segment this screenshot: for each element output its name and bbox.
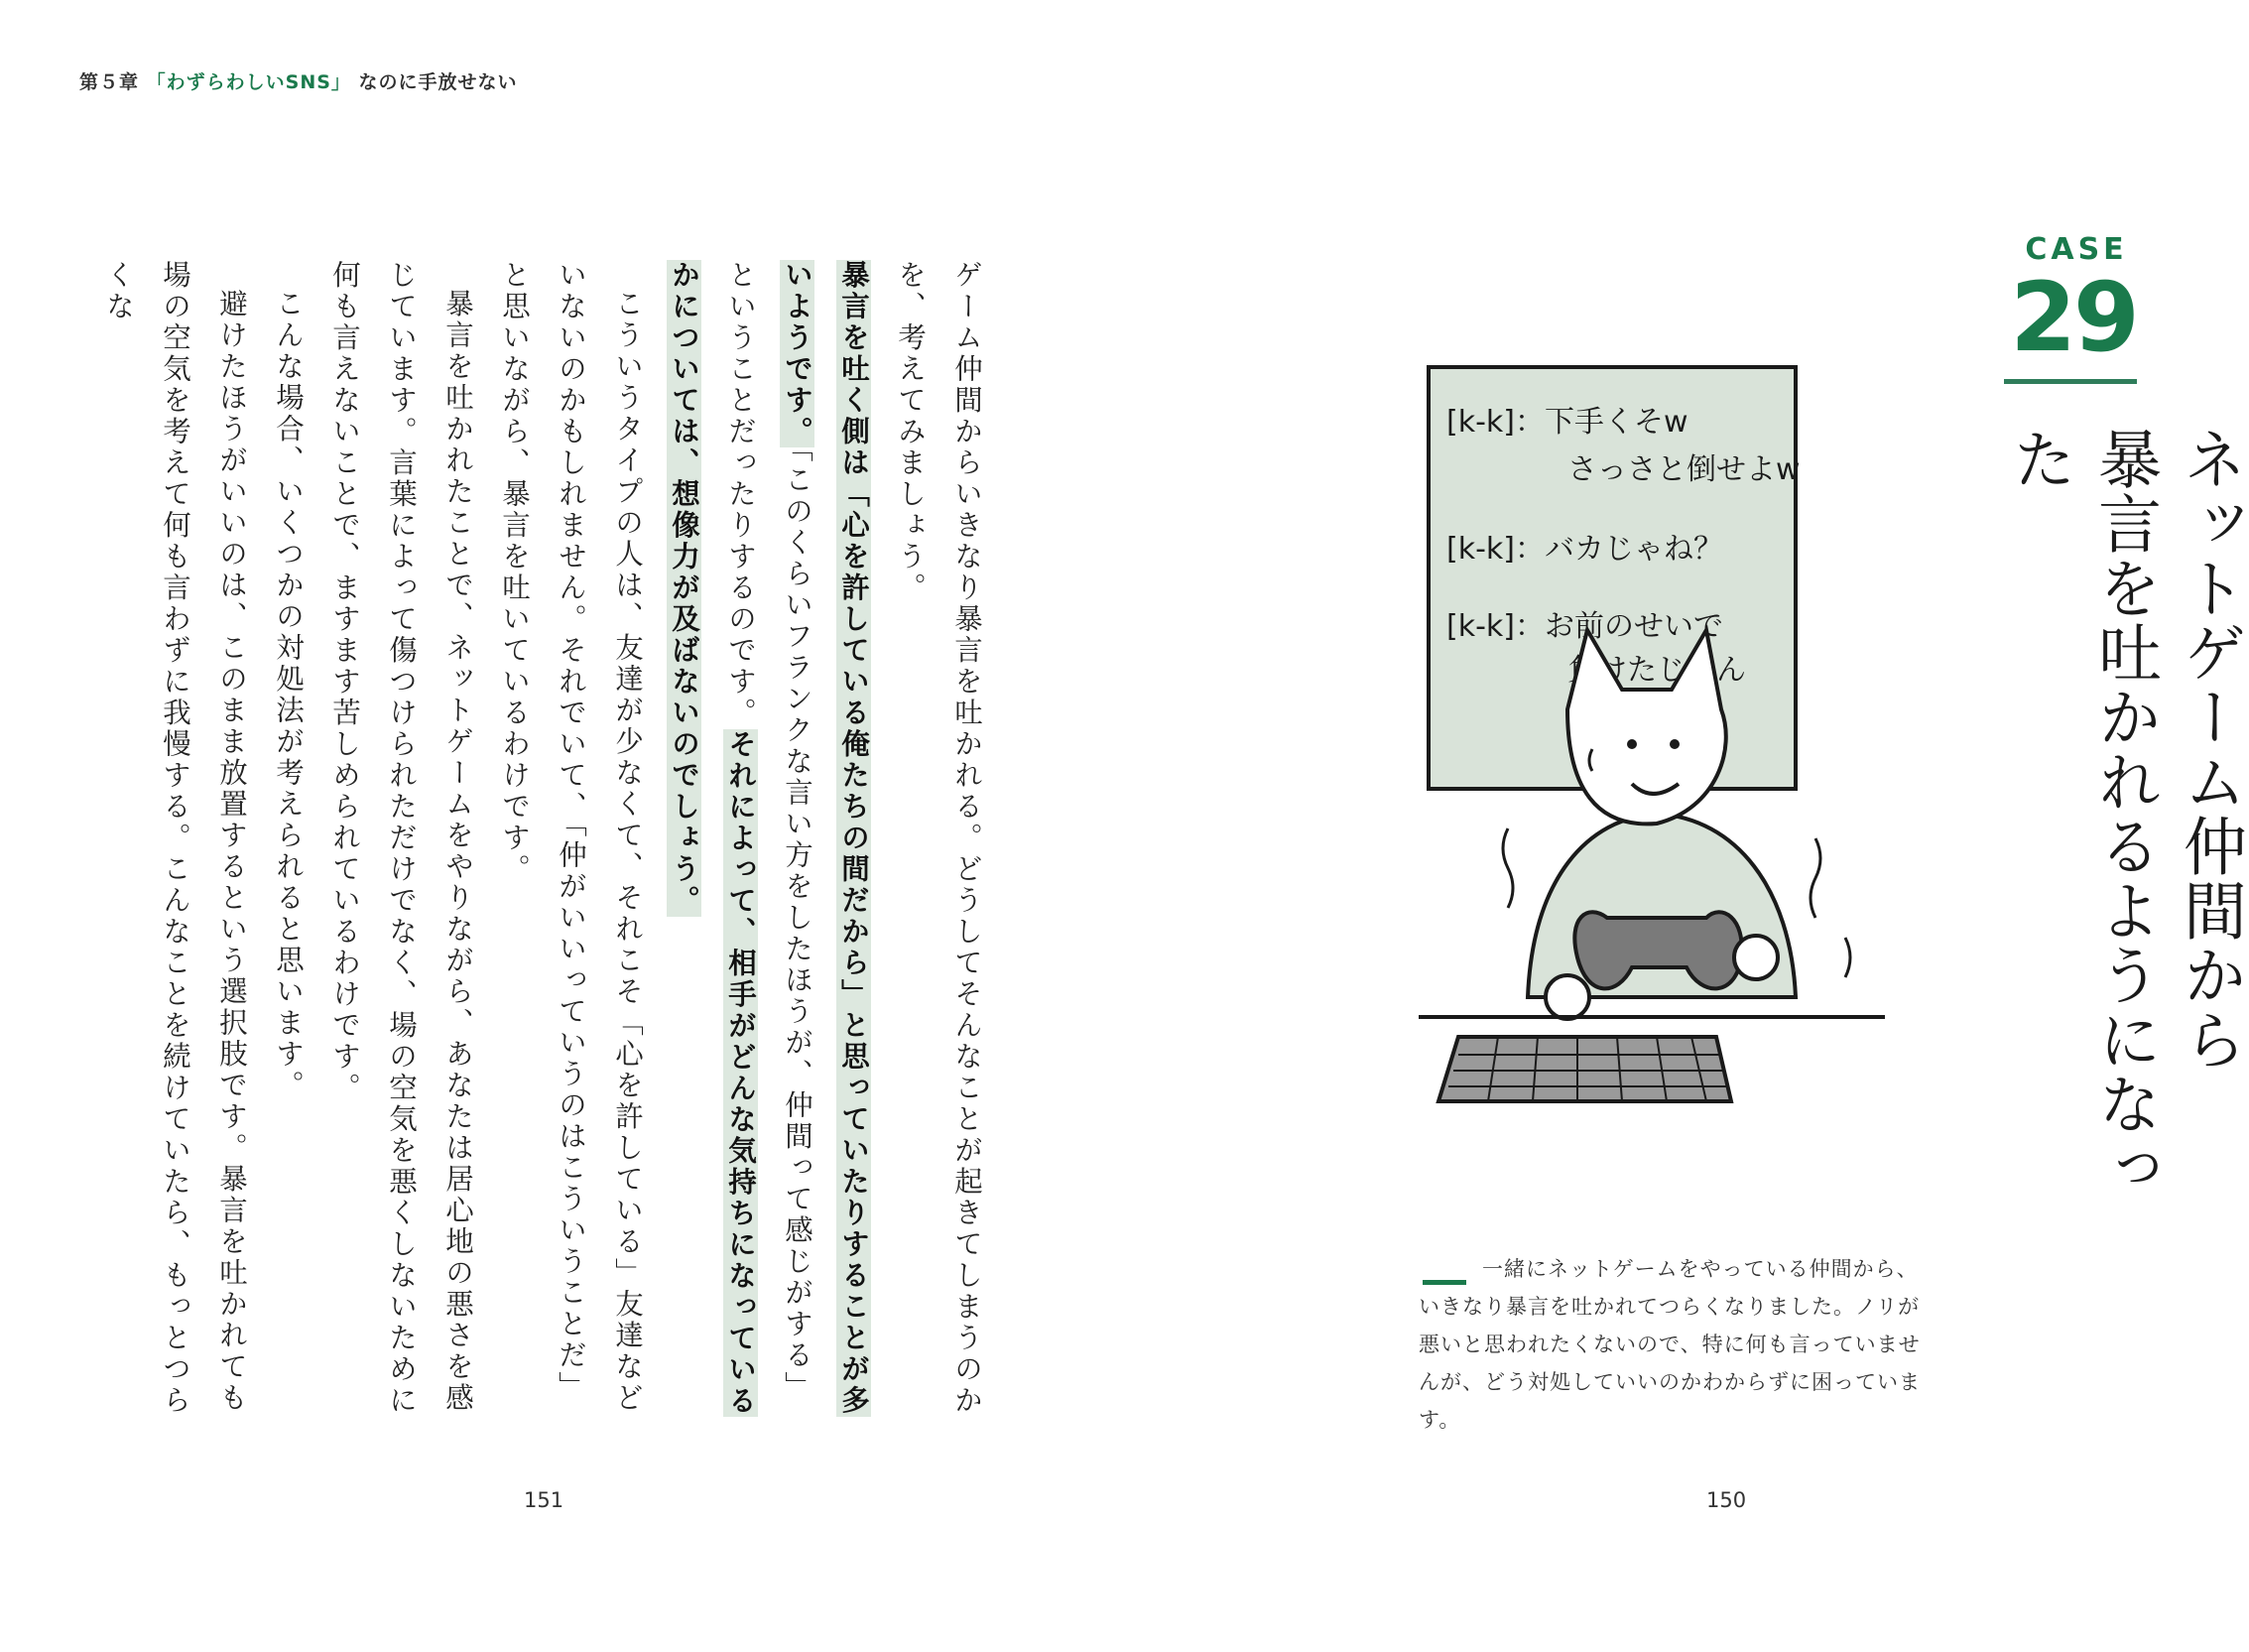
paragraph-1: ゲーム仲間からいきなり暴言を吐かれる。どうしてそんなことが起きてしまうのかを、考えてみましょう。 bbox=[894, 260, 983, 1417]
paragraph-5: こんな場合、いくつかの対処法が考えられると思います。 bbox=[272, 288, 305, 1101]
running-head bbox=[79, 67, 518, 94]
paragraph-2-text: 「このくらいフランクな言い方をしたほうが、仲間って感じがする」ということだったりするのです。 bbox=[724, 260, 813, 1403]
paragraph-4: 暴言を吐かれたことで、ネットゲームをやりながら、あなたは居心地の悪さを感じています。言葉によって傷つけられただけでなく、場の空気を悪くしないために何も言えないことで、ますます苦しめられているわけです。 bbox=[328, 260, 474, 1417]
chat-line-3: [k-k]：バカじゃね？ bbox=[1446, 532, 1723, 567]
paragraph-3: こういうタイプの人は、友達が少なくて、それこそ「心を許している」友達などいないのかもしれません。それでいて、「仲がいいっていうのはこういうことだ」と思いながら、暴言を吐いているわけです。 bbox=[498, 260, 644, 1414]
chapter-number: 第５章 bbox=[79, 71, 140, 93]
case-divider bbox=[2004, 379, 2137, 384]
case-label: CASE bbox=[2025, 232, 2128, 267]
case-caption: 一緒にネットゲームをやっている仲間から、いきなり暴言を吐かれてつらくなりました。ノリが悪いと思われたくないので、特に何も言っていませんが、どう対処していいのかわからずに困っています。 bbox=[1419, 1257, 1921, 1432]
chat-line-2: さっさと倒せよw bbox=[1567, 452, 1801, 487]
chat-line-1: [k-k]：下手くそw bbox=[1446, 405, 1688, 440]
chapter-title-suffix: なのに手放せない bbox=[358, 71, 518, 93]
chat-line-5: 負けたじゃん bbox=[1567, 653, 1746, 688]
page-number-right: 150 bbox=[1706, 1488, 1747, 1512]
case-title bbox=[1996, 427, 2249, 1220]
paragraph-2 bbox=[656, 260, 882, 1431]
chapter-title-highlight: 「わずらわしいSNS」 bbox=[146, 71, 351, 93]
paragraph-6: 避けたほうがいいのは、このまま放置するという選択肢です。暴言を吐かれても場の空気を考えて何も言わずに我慢する。こんなことを続けていたら、もっとつらくな bbox=[102, 260, 248, 1417]
case-title-line-1: ネットゲーム仲間から bbox=[2173, 427, 2246, 1072]
wolf-gamer-illustration bbox=[1419, 362, 1885, 1116]
highlight-1: 暴言を吐く側は「心を許している俺たちの間だから」と思っていたりすることが多いようです。 bbox=[781, 260, 870, 1417]
case-number: 29 bbox=[2010, 262, 2137, 373]
page-number-left: 151 bbox=[524, 1488, 564, 1512]
chat-line-4: [k-k]：お前のせいで bbox=[1446, 609, 1723, 644]
highlight-2: それによって、相手がどんな気持ちになっているかについては、想像力が及ばないのでしょう。 bbox=[668, 260, 757, 1417]
left-page bbox=[0, 0, 1124, 1652]
keyboard-icon bbox=[1438, 1037, 1731, 1101]
body-text bbox=[90, 260, 995, 1431]
case-title-line-2: 暴言を吐かれるようになった bbox=[2002, 427, 2161, 1201]
